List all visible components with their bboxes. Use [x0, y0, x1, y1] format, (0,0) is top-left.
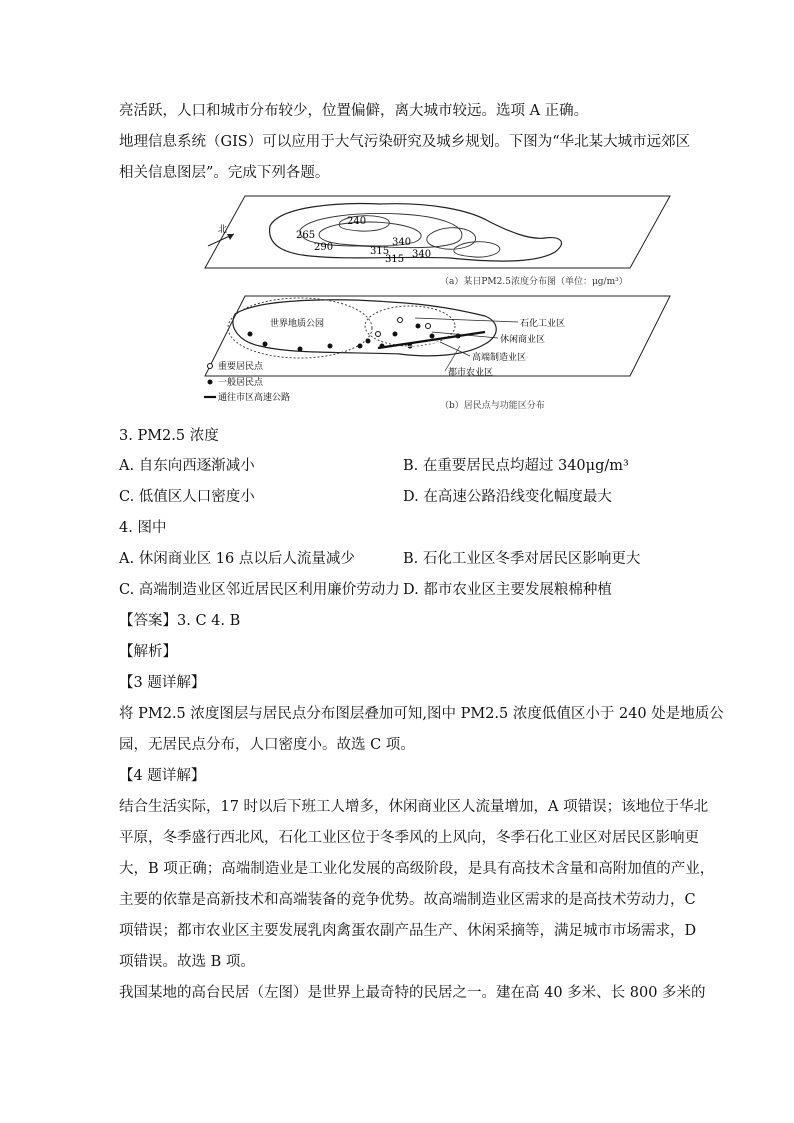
intro-line-1: 地理信息系统（GIS）可以应用于大气污染研究及城乡规划。下图为“华北某大城市远郊区: [119, 134, 691, 150]
legend-label: 重要居民点: [218, 362, 264, 372]
zone-label: 休闲商业区: [500, 335, 546, 345]
contour-label: 340: [412, 249, 432, 260]
q4-option-d: D. 都市农业区主要发展粮棉种植: [403, 582, 612, 598]
q4-detail-line: 项错误；都市农业区主要发展乳肉禽蛋农副产品生产、休闲采摘等，满足城市市场需求，D: [119, 923, 697, 939]
q4-detail-line: 结合生活实际，17 时以后下班工人增多，休闲商业区人流量增加，A 项错误；该地位于华北: [119, 799, 709, 815]
general-settlement-dot: [328, 344, 333, 349]
general-settlement-dot: [358, 344, 363, 349]
q3-stem: 3. PM2.5 浓度: [119, 428, 219, 444]
q3-detail-line: 园，无居民点分布，人口密度小。故选 C 项。: [119, 737, 415, 753]
q4-detail-line: 平原，冬季盛行西北风，石化工业区位于冬季风的上风向，冬季石化工业区对居民区影响更: [119, 830, 699, 846]
q3-option-a: A. 自东向西逐渐减小: [119, 458, 255, 474]
intro-line-2: 相关信息图层”。完成下列各题。: [119, 165, 330, 181]
q4-stem: 4. 图中: [119, 520, 167, 536]
legend-label: 通往市区高速公路: [218, 393, 291, 403]
leader-line: [415, 318, 518, 322]
general-settlement-dot: [298, 347, 303, 352]
caption-b: （b）居民点与功能区分布: [440, 401, 545, 411]
contour-label: 315: [385, 254, 405, 265]
important-settlement-dot: [426, 324, 431, 329]
contour-340-east: [454, 242, 500, 257]
next-question-line: 我国某地的高台民居（左图）是世界上最奇特的民居之一。建在高 40 多米、长 800 多米的: [119, 985, 706, 1001]
contour-label: 240: [347, 216, 367, 227]
q4-detail-line: 大，B 项正确；高端制造业是工业化发展的高级阶段，是具有高技术含量和高附加值的产业，: [119, 861, 715, 877]
contour-label: 265: [296, 230, 316, 241]
q4-detail-title: 【4 题详解】: [119, 768, 206, 784]
q4-option-c: C. 高端制造业区邻近居民区利用廉价劳动力: [119, 582, 400, 598]
q3-detail-title: 【3 题详解】: [119, 675, 206, 691]
general-settlement-dot: [248, 332, 253, 337]
analysis-label: 【解析】: [119, 644, 177, 660]
legend-general-icon: [208, 380, 213, 385]
leader-line: [432, 332, 498, 338]
zone-label: 都市农业区: [448, 368, 494, 378]
petrochemical-zone-boundary: [365, 306, 455, 346]
paragraph-line: 亮活跃，人口和城市分布较少，位置偏僻，离大城市较远。选项 A 正确。: [119, 103, 589, 119]
gis-layers-figure: [200, 186, 680, 416]
zone-label: 高端制造业区: [472, 353, 527, 363]
answer-line: 【答案】3. C 4. B: [119, 613, 241, 629]
caption-a: （a）某日PM2.5浓度分布图（单位：μg/m³）: [440, 277, 628, 287]
general-settlement-dot: [366, 339, 371, 344]
general-settlement-dot: [263, 342, 268, 347]
contour-label: 290: [314, 242, 334, 253]
q3-detail-line: 将 PM2.5 浓度图层与居民点分布图层叠加可知,图中 PM2.5 浓度低值区小于 240 处是地质公: [119, 706, 724, 722]
q4-option-a: A. 休闲商业区 16 点以后人流量减少: [119, 551, 355, 567]
contour-label: 315: [370, 246, 390, 257]
q3-option-d: D. 在高速公路沿线变化幅度最大: [403, 489, 612, 505]
q4-option-b: B. 石化工业区冬季对居民区影响更大: [403, 551, 641, 567]
general-settlement-dot: [416, 324, 421, 329]
legend-important-icon: [208, 364, 213, 369]
important-settlement-dot: [376, 332, 381, 337]
zone-label: 石化工业区: [520, 319, 566, 329]
legend-label: 一般居民点: [218, 378, 264, 388]
q4-detail-line: 项错误。故选 B 项。: [119, 954, 255, 970]
q3-option-c: C. 低值区人口密度小: [119, 489, 255, 505]
q3-option-b: B. 在重要居民点均超过 340μg/m³: [403, 458, 629, 474]
contour-label: 340: [392, 237, 412, 248]
q4-detail-line: 主要的依靠是高新技术和高端装备的竞争优势。故高端制造业区需求的是高技术劳动力，C: [119, 892, 696, 908]
north-label: 北: [218, 225, 228, 235]
layer-b-plane: [205, 296, 670, 376]
geopark-label: 世界地质公园: [270, 319, 325, 329]
general-settlement-dot: [430, 334, 435, 339]
contour-340: [427, 228, 476, 250]
general-settlement-dot: [393, 332, 398, 337]
important-settlement-dot: [398, 318, 403, 323]
